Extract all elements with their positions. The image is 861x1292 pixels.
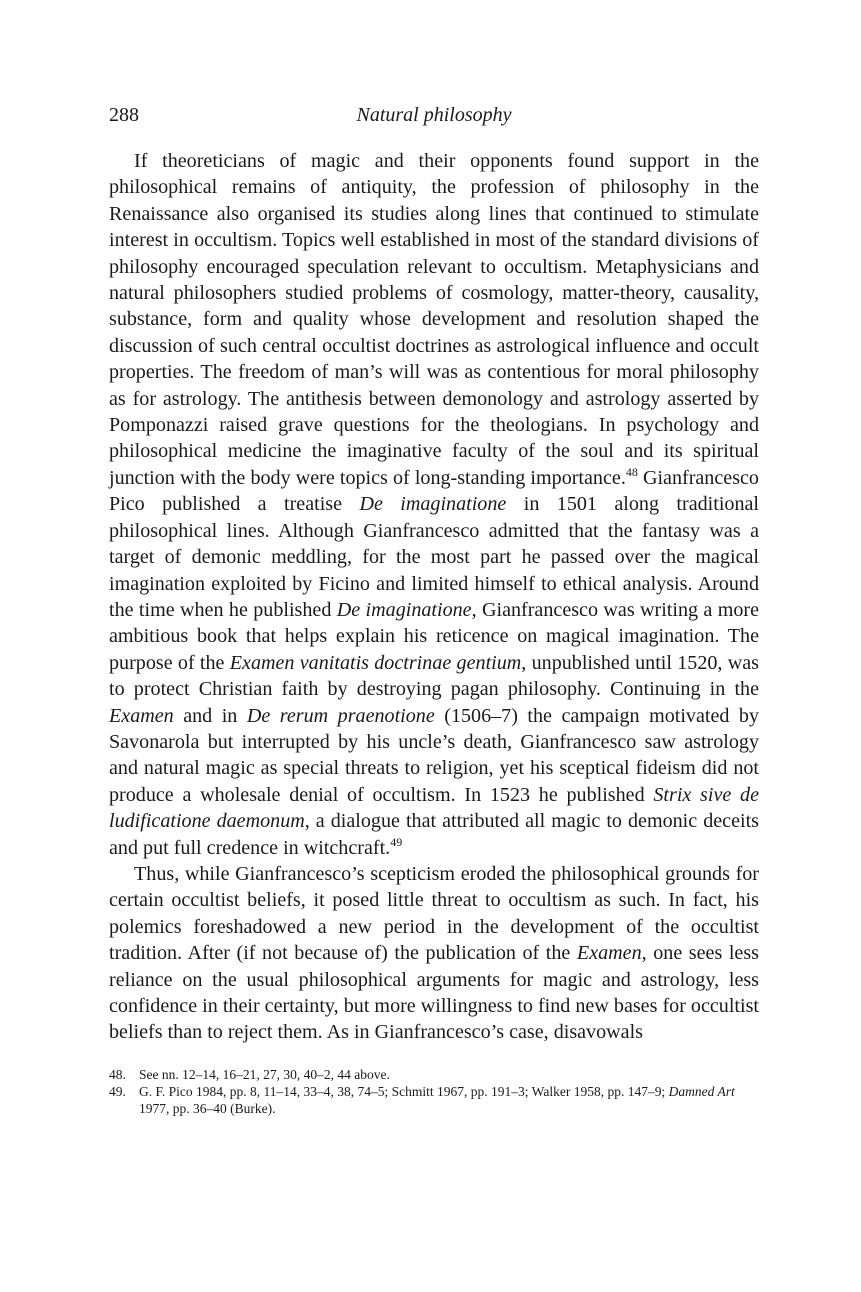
footnote-number: 49. <box>109 1083 126 1099</box>
paragraph <box>109 148 759 861</box>
text-run: , Gianfrancesco was writing a more ambitious book that helps explain his reticence on magical imagination. The purpose of the <box>109 598 759 674</box>
text-run: Gianfrancesco Pico published a treatise <box>109 466 759 516</box>
italic-title: De rerum praenotione <box>246 704 435 727</box>
text-run: , one sees less reliance on the usual philosophical arguments for magic and astrology, less confidence in their certainty, but more willingness to find new bases for occultist beliefs than to reject them. As in Gianfrancesco’s case, disavowals <box>109 942 759 1044</box>
text-run: G. F. Pico 1984, pp. 8, 11–14, 33–4, 38, 74–5; Schmitt 1967, pp. 191–3; Walker 1958, pp. 147–9; <box>139 1083 669 1099</box>
text-run: (1506–7) the campaign motivated by Savonarola but interrupted by his uncle’s death, Gianfrancesco saw astrology and natural magic as special threats to religion, yet his sceptical fideism did not produce a wholesale denial of occultism. In 1523 he published <box>109 704 760 806</box>
italic-title: Strix sive de ludificatione daemonum <box>109 783 760 833</box>
text-run: 1977, pp. 36–40 (Burke). <box>139 1100 276 1116</box>
text-run: Thus, while Gianfrancesco’s scepticism eroded the philosophical grounds for certain occultist beliefs, it posed little threat to occultism as such. In fact, his polemics foreshadowed a new period in the development of the occultist tradition. After (if not because of) the publication of the <box>109 862 759 965</box>
footnote-text <box>139 1066 759 1083</box>
italic-title: De imaginatione <box>359 493 507 516</box>
footnote <box>109 1066 759 1083</box>
text-run: If theoreticians of magic and their opponents found support in the philosophical remains of antiquity, the profession of philosophy in the Renaissance also organised its studies along lines that continued to stimulate interest in occultism. Topics well established in most of the standard divisions of philosophy encouraged speculation relevant to occultism. Metaphysicians and natural philosophers studied problems of cosmology, matter-theory, causality, substance, form and quality whose development and resolution shaped the discussion of such central occultist doctrines as astrological influence and occult properties. The freedom of man’s will was as contentious for moral philosophy as for astrology. The antithesis between demonology and astrology asserted by Pomponazzi raised grave questions for the theologians. In psychology and philosophical medicine the imaginative faculty of the soul and its spiritual junction with the body were topics of long-standing importance. <box>109 150 759 489</box>
book-page <box>109 96 759 1117</box>
text-run: See nn. 12–14, 16–21, 27, 30, 40–2, 44 above. <box>139 1066 390 1082</box>
italic-title: Damned Art <box>668 1083 735 1099</box>
footnote-reference: 49 <box>390 834 403 849</box>
footnote-text <box>139 1083 759 1117</box>
running-head <box>109 96 759 134</box>
page-number: 288 <box>109 104 139 126</box>
italic-title: De imaginatione <box>336 598 472 621</box>
text-run: in 1501 along traditional philosophical lines. Although Gianfrancesco admitted that the fantasy was a target of demonic meddling, for the most part he passed over the magical imagination exploited by Ficino and limited himself to ethical analysis. Around the time when he published <box>109 493 760 621</box>
running-title: Natural philosophy <box>356 104 512 126</box>
footnote-number: 48. <box>109 1066 126 1082</box>
text-run: and in <box>173 704 247 727</box>
footnotes <box>109 1066 759 1117</box>
body-text <box>109 148 759 1046</box>
text-run: , a dialogue that attributed all magic to demonic deceits and put full credence in witchcraft. <box>109 810 759 859</box>
text-run: , unpublished until 1520, was to protect Christian faith by destroying pagan philosophy. Continuing in the <box>109 651 759 701</box>
italic-title: Examen <box>109 704 174 727</box>
paragraph <box>109 861 759 1046</box>
footnote-reference: 48 <box>625 464 638 479</box>
italic-title: Examen vanitatis doctrinae gentium <box>229 651 522 674</box>
footnote <box>109 1083 759 1117</box>
italic-title: Examen <box>576 942 642 965</box>
